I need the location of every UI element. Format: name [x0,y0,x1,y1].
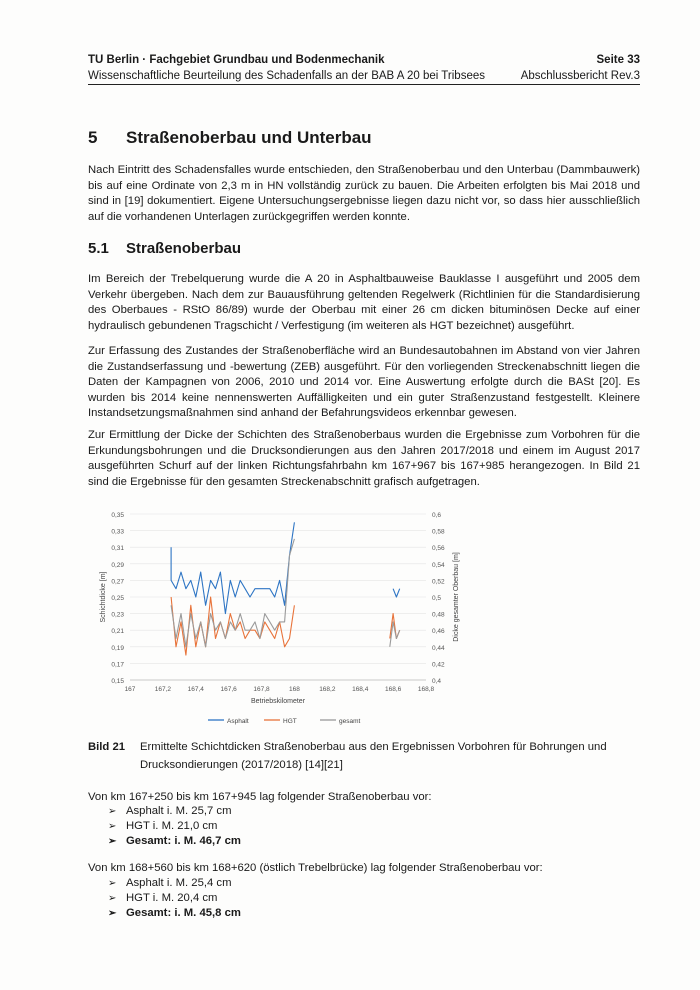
list-item: ➢ Gesamt: i. M. 46,7 cm [108,835,241,847]
y-tick-label: 0,23 [111,611,124,619]
y-tick-label: 0,17 [111,661,124,669]
header-subtitle: Wissenschaftliche Beurteilung des Schadenfalls an der BAB A 20 bei Tribsees [88,70,485,82]
arrow-bullet-icon: ➢ [108,893,117,904]
list-item: ➢ Gesamt: i. M. 45,8 cm [108,907,241,919]
arrow-bullet-icon: ➢ [108,806,117,817]
series-line-asphalt [393,589,400,597]
summary1-intro: Von km 167+250 bis km 167+945 lag folgender Straßenoberbau vor: [88,791,432,803]
y-axis-label: Schichtdicke [m] [100,571,107,623]
caption-label: Bild 21 [88,741,126,753]
y2-tick-label: 0,46 [432,628,445,636]
y-tick-label: 0,35 [111,512,124,519]
y-tick-label: 0,15 [111,678,124,685]
section-number: 5 [88,128,98,147]
y-tick-label: 0,27 [111,578,124,586]
x-tick-label: 168,6 [384,686,402,693]
x-axis-label: Betriebskilometer [250,698,306,705]
section-title: Straßenoberbau und Unterbau [126,128,372,147]
legend-label-asphalt: Asphalt [227,718,249,725]
y-tick-label: 0,21 [111,628,124,636]
y2-tick-label: 0,56 [432,545,445,553]
subsection-title: Straßenoberbau [126,240,242,257]
caption-text: Ermittelte Schichtdicken Straßenoberbau aus den Ergebnissen Vorbohren für Bohrungen und Drucksondierungen (2017/2018) [14][21] [140,741,607,771]
x-tick-label: 168,8 [417,686,435,693]
y-tick-label: 0,31 [111,545,124,553]
arrow-bullet-icon: ➢ [108,908,117,919]
legend-label-gesamt: gesamt [339,718,361,725]
header-report-revision: Abschlussbericht Rev.3 [520,70,640,82]
y2-tick-label: 0,6 [432,512,442,519]
header-page-number: Seite 33 [596,54,640,66]
x-tick-label: 168,4 [352,686,369,693]
series-line-asphalt [171,522,294,613]
x-tick-label: 168,2 [319,686,336,693]
y2-tick-label: 0,5 [432,595,442,602]
y-tick-label: 0,25 [111,595,124,602]
list-item: ➢ Asphalt i. M. 25,4 cm [108,877,232,889]
list-item: ➢ HGT i. M. 21,0 cm [108,820,218,832]
arrow-bullet-icon: ➢ [108,836,117,847]
layer-thickness-chart [88,500,548,736]
summary2-intro: Von km 168+560 bis km 168+620 (östlich Trebelbrücke) lag folgender Straßenoberbau vor: [88,862,543,874]
paragraph-construction: Im Bereich der Trebelquerung wurde die A 20 in Asphaltbauweise Bauklasse I ausgeführt und 2005 dem Verkehr übergeben. Nach dem zur Bauausführung geltenden Regelwerk (Richtlinien für die Standardisierung des Oberbaues - RStO 86/89) wurde der Oberbau mit einer 26 cm dicken bituminösen Decke auf einer hydraulisch gebundenen Tragschicht / Verfestigung (im weiteren als HGT bezeichnet) ausgeführt. [88,273,640,332]
header-divider [88,84,640,85]
x-tick-label: 167 [124,686,136,693]
subsection-number: 5.1 [88,240,109,257]
y-tick-label: 0,33 [111,528,124,536]
paragraph-thickness: Zur Ermittlung der Dicke der Schichten des Straßenoberbaus wurden die Ergebnisse zum Vorbohren für die Erkundungsbohrungen und die Drucksondierungen aus den Jahren 2017/2018 und einem im August 2017 ausgeführten Schurf auf der linken Richtungsfahrbahn km 167+967 bis 167+985 herangezogen. In Bild 21 sind die Ergebnisse für den gesamten Streckenabschnitt grafisch aufgetragen. [88,429,640,488]
arrow-bullet-icon: ➢ [108,821,117,832]
y2-tick-label: 0,54 [432,561,445,569]
y2-tick-label: 0,48 [432,611,445,619]
subsection-heading [88,240,241,257]
x-tick-label: 168 [289,686,300,693]
list-item: ➢ HGT i. M. 20,4 cm [108,892,218,904]
x-tick-label: 167,2 [154,686,172,693]
y2-tick-label: 0,44 [432,644,445,652]
paragraph-zeb: Zur Erfassung des Zustandes der Straßenoberfläche wird an Bundesautobahnen im Abstand von vier Jahren die Zustandserfassung und -bewertung (ZEB) ausgeführt. Für den vorliegenden Streckenabschnitt liegen die Daten der Kampagnen von 2006, 2010 und 2014 vor. Eine Auswertung erfolgte durch die BASt [20]. Es wurden bis 2014 keine nennenswerten Auffälligkeiten und ein guter Straßenzustand festgestellt. Kleinere Instandsetzungsmaßnahmen sind anhand der Befahrungsvideos erkennbar gewesen. [88,345,640,419]
y-tick-label: 0,19 [111,644,124,652]
header-institution: TU Berlin · Fachgebiet Grundbau und Bodenmechanik [88,54,385,66]
x-tick-label: 167,8 [253,686,270,693]
x-tick-label: 167,4 [187,686,204,693]
list-item: ➢ Asphalt i. M. 25,7 cm [108,805,232,817]
section-heading [88,128,372,148]
x-tick-label: 167,6 [220,686,237,693]
legend-label-hgt: HGT [283,718,297,725]
y2-tick-label: 0,52 [432,578,445,586]
y2-tick-label: 0,42 [432,661,445,669]
summary2-list [108,876,241,921]
y2-tick-label: 0,4 [432,678,442,685]
arrow-bullet-icon: ➢ [108,878,117,889]
y2-axis-label: Dicke gesamter Oberbau [m] [453,552,460,642]
y2-tick-label: 0,58 [432,528,445,536]
section-paragraph: Nach Eintritt des Schadensfalles wurde entschieden, den Straßenoberbau und den Unterbau (Dammbauwerk) bis auf eine Ordinate von 2,3 m in HN vollständig zurück zu bauen. Die Arbeiten erfolgten bis Mai 2018 und sind in [19] dokumentiert. Eigene Untersuchungsergebnisse liegen dazu nicht vor, so dass hier ausschließlich auf die vorhandenen Unterlagen zurückgegriffen werden konnte. [88,164,640,223]
summary1-list [108,804,241,849]
y-tick-label: 0,29 [111,561,124,569]
